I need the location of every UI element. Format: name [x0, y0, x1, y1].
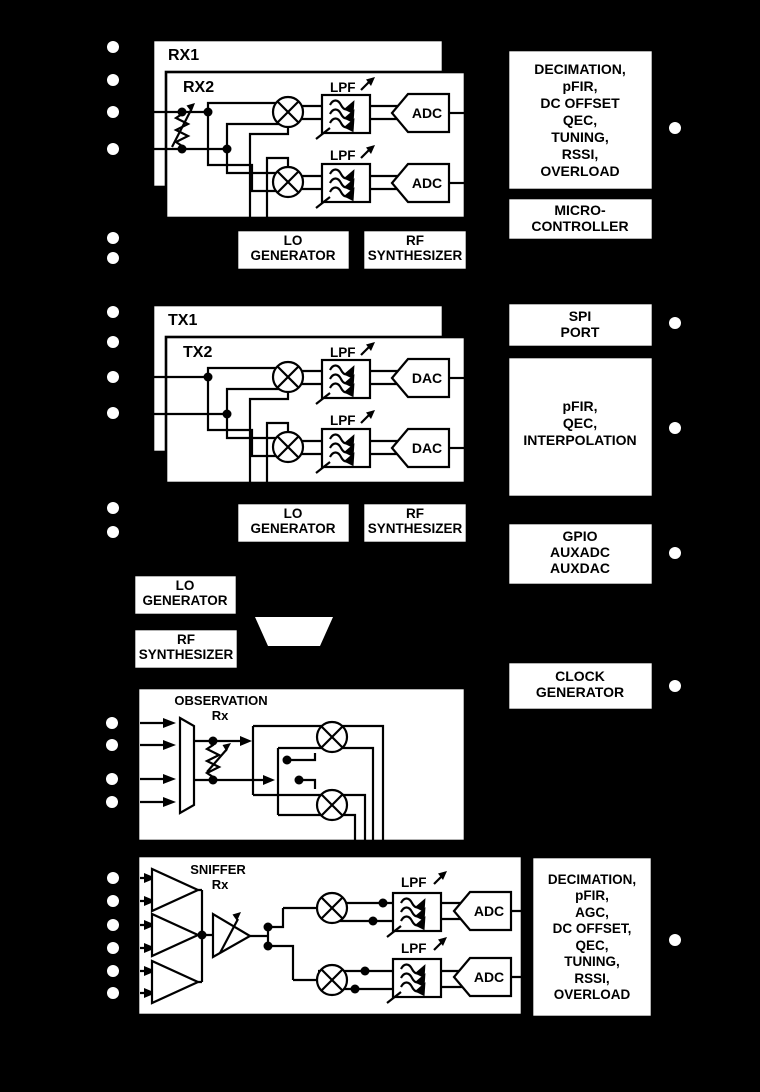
tx-dac-q-label: DAC: [411, 440, 443, 456]
rx-synth-line1: RF: [406, 233, 424, 248]
mid-lo-line1: LO: [175, 578, 195, 593]
mixer-icon: [317, 893, 347, 923]
rx-dsp-line: RSSI,: [561, 146, 599, 162]
rx-lo-line2: GENERATOR: [250, 248, 336, 263]
sniffer-dsp-line: DECIMATION,: [547, 872, 637, 887]
sniffer-title: SNIFFER: [190, 862, 246, 877]
tx-dsp-line: INTERPOLATION: [523, 432, 637, 448]
rx-dsp-line: QEC,: [562, 112, 598, 128]
sniffer-rx-section: [138, 856, 522, 1015]
pin-dot: [107, 336, 119, 348]
pin-dot: [669, 547, 681, 559]
sniffer-adc-i-label: ADC: [473, 903, 505, 919]
rx-adc-i-label: ADC: [411, 105, 443, 121]
sniffer-adc-q-label: ADC: [473, 969, 505, 985]
tx-synth-line1: RF: [406, 506, 424, 521]
sniffer-lpf-i-label: LPF: [401, 875, 427, 890]
tx-lo-line2: GENERATOR: [250, 521, 336, 536]
pin-dot: [669, 317, 681, 329]
lpf-filter-icon: [387, 893, 441, 937]
tx1-label: TX1: [168, 312, 198, 329]
pin-dot: [107, 143, 119, 155]
pin-dot: [106, 739, 118, 751]
pin-dot: [107, 232, 119, 244]
rx-dsp-line: DC OFFSET: [540, 95, 620, 111]
sniffer-dsp-line: TUNING,: [564, 954, 620, 969]
tx-lpf-q-label: LPF: [330, 413, 356, 428]
rx-adc-q-label: ADC: [411, 175, 443, 191]
rx2-label: RX2: [183, 79, 215, 96]
rx-lo-line1: LO: [283, 233, 303, 248]
observation-subtitle: Rx: [211, 708, 229, 723]
input-mux-icon: [180, 718, 194, 813]
clock-line: CLOCK: [555, 668, 605, 684]
gpio-line: AUXDAC: [550, 560, 610, 576]
pin-dot: [107, 41, 119, 53]
tx-dsp-line: pFIR,: [562, 398, 598, 414]
pin-dot: [669, 934, 681, 946]
sniffer-dsp-line: pFIR,: [575, 888, 609, 903]
mixer-icon: [317, 722, 347, 752]
gpio-line: AUXADC: [550, 544, 610, 560]
pin-dot: [106, 796, 118, 808]
rx1-label: RX1: [168, 47, 200, 64]
spi-line: PORT: [560, 324, 600, 340]
tx-dsp-line: QEC,: [562, 415, 598, 431]
pin-dot: [669, 680, 681, 692]
mcu-line: CONTROLLER: [531, 218, 629, 234]
mcu-line: MICRO-: [554, 202, 606, 218]
mixer-icon: [317, 790, 347, 820]
pin-dot: [669, 422, 681, 434]
pin-dot: [107, 502, 119, 514]
tx-synth-line2: SYNTHESIZER: [367, 521, 463, 536]
rx-dsp-line: OVERLOAD: [540, 163, 620, 179]
lpf-filter-icon: [387, 959, 441, 1003]
pin-dot: [106, 773, 118, 785]
pin-dot: [107, 895, 119, 907]
sniffer-subtitle: Rx: [211, 877, 229, 892]
rx-dsp-line: pFIR,: [562, 78, 598, 94]
rx-dsp-line: TUNING,: [551, 129, 609, 145]
sniffer-dsp-line: RSSI,: [574, 971, 610, 986]
sniffer-dsp-line: AGC,: [575, 905, 609, 920]
pin-dot: [107, 526, 119, 538]
pin-dot: [107, 407, 119, 419]
mid-synth-line2: SYNTHESIZER: [138, 647, 234, 662]
mixer-icon: [317, 965, 347, 995]
lo-divider-trapezoid: [255, 617, 333, 646]
spi-line: SPI: [568, 308, 592, 324]
rx-dsp-line: DECIMATION,: [534, 61, 626, 77]
sniffer-dsp-line: DC OFFSET,: [552, 921, 632, 936]
mid-lo-line2: GENERATOR: [142, 593, 228, 608]
observation-title: OBSERVATION: [174, 693, 268, 708]
pin-dot: [107, 872, 119, 884]
pin-dot: [107, 965, 119, 977]
tx2-label: TX2: [183, 344, 213, 361]
pin-dot: [107, 942, 119, 954]
sniffer-dsp-line: OVERLOAD: [553, 987, 631, 1002]
gpio-line: GPIO: [562, 528, 598, 544]
pin-dot: [107, 106, 119, 118]
sniffer-dsp-line: QEC,: [575, 938, 609, 953]
pin-dot: [107, 919, 119, 931]
pin-dot: [669, 122, 681, 134]
sniffer-lpf-q-label: LPF: [401, 941, 427, 956]
rx-synth-line2: SYNTHESIZER: [367, 248, 463, 263]
tx-dac-i-label: DAC: [411, 370, 443, 386]
pin-dot: [107, 74, 119, 86]
rx-lpf-q-label: LPF: [330, 148, 356, 163]
mid-synth-line1: RF: [177, 632, 195, 647]
pin-dot: [107, 306, 119, 318]
tx-lo-line1: LO: [283, 506, 303, 521]
pin-dot: [106, 717, 118, 729]
rx-lpf-i-label: LPF: [330, 80, 356, 95]
clock-line: GENERATOR: [535, 684, 625, 700]
pin-dot: [107, 987, 119, 999]
tx-lpf-i-label: LPF: [330, 345, 356, 360]
pin-dot: [107, 252, 119, 264]
pin-dot: [107, 371, 119, 383]
